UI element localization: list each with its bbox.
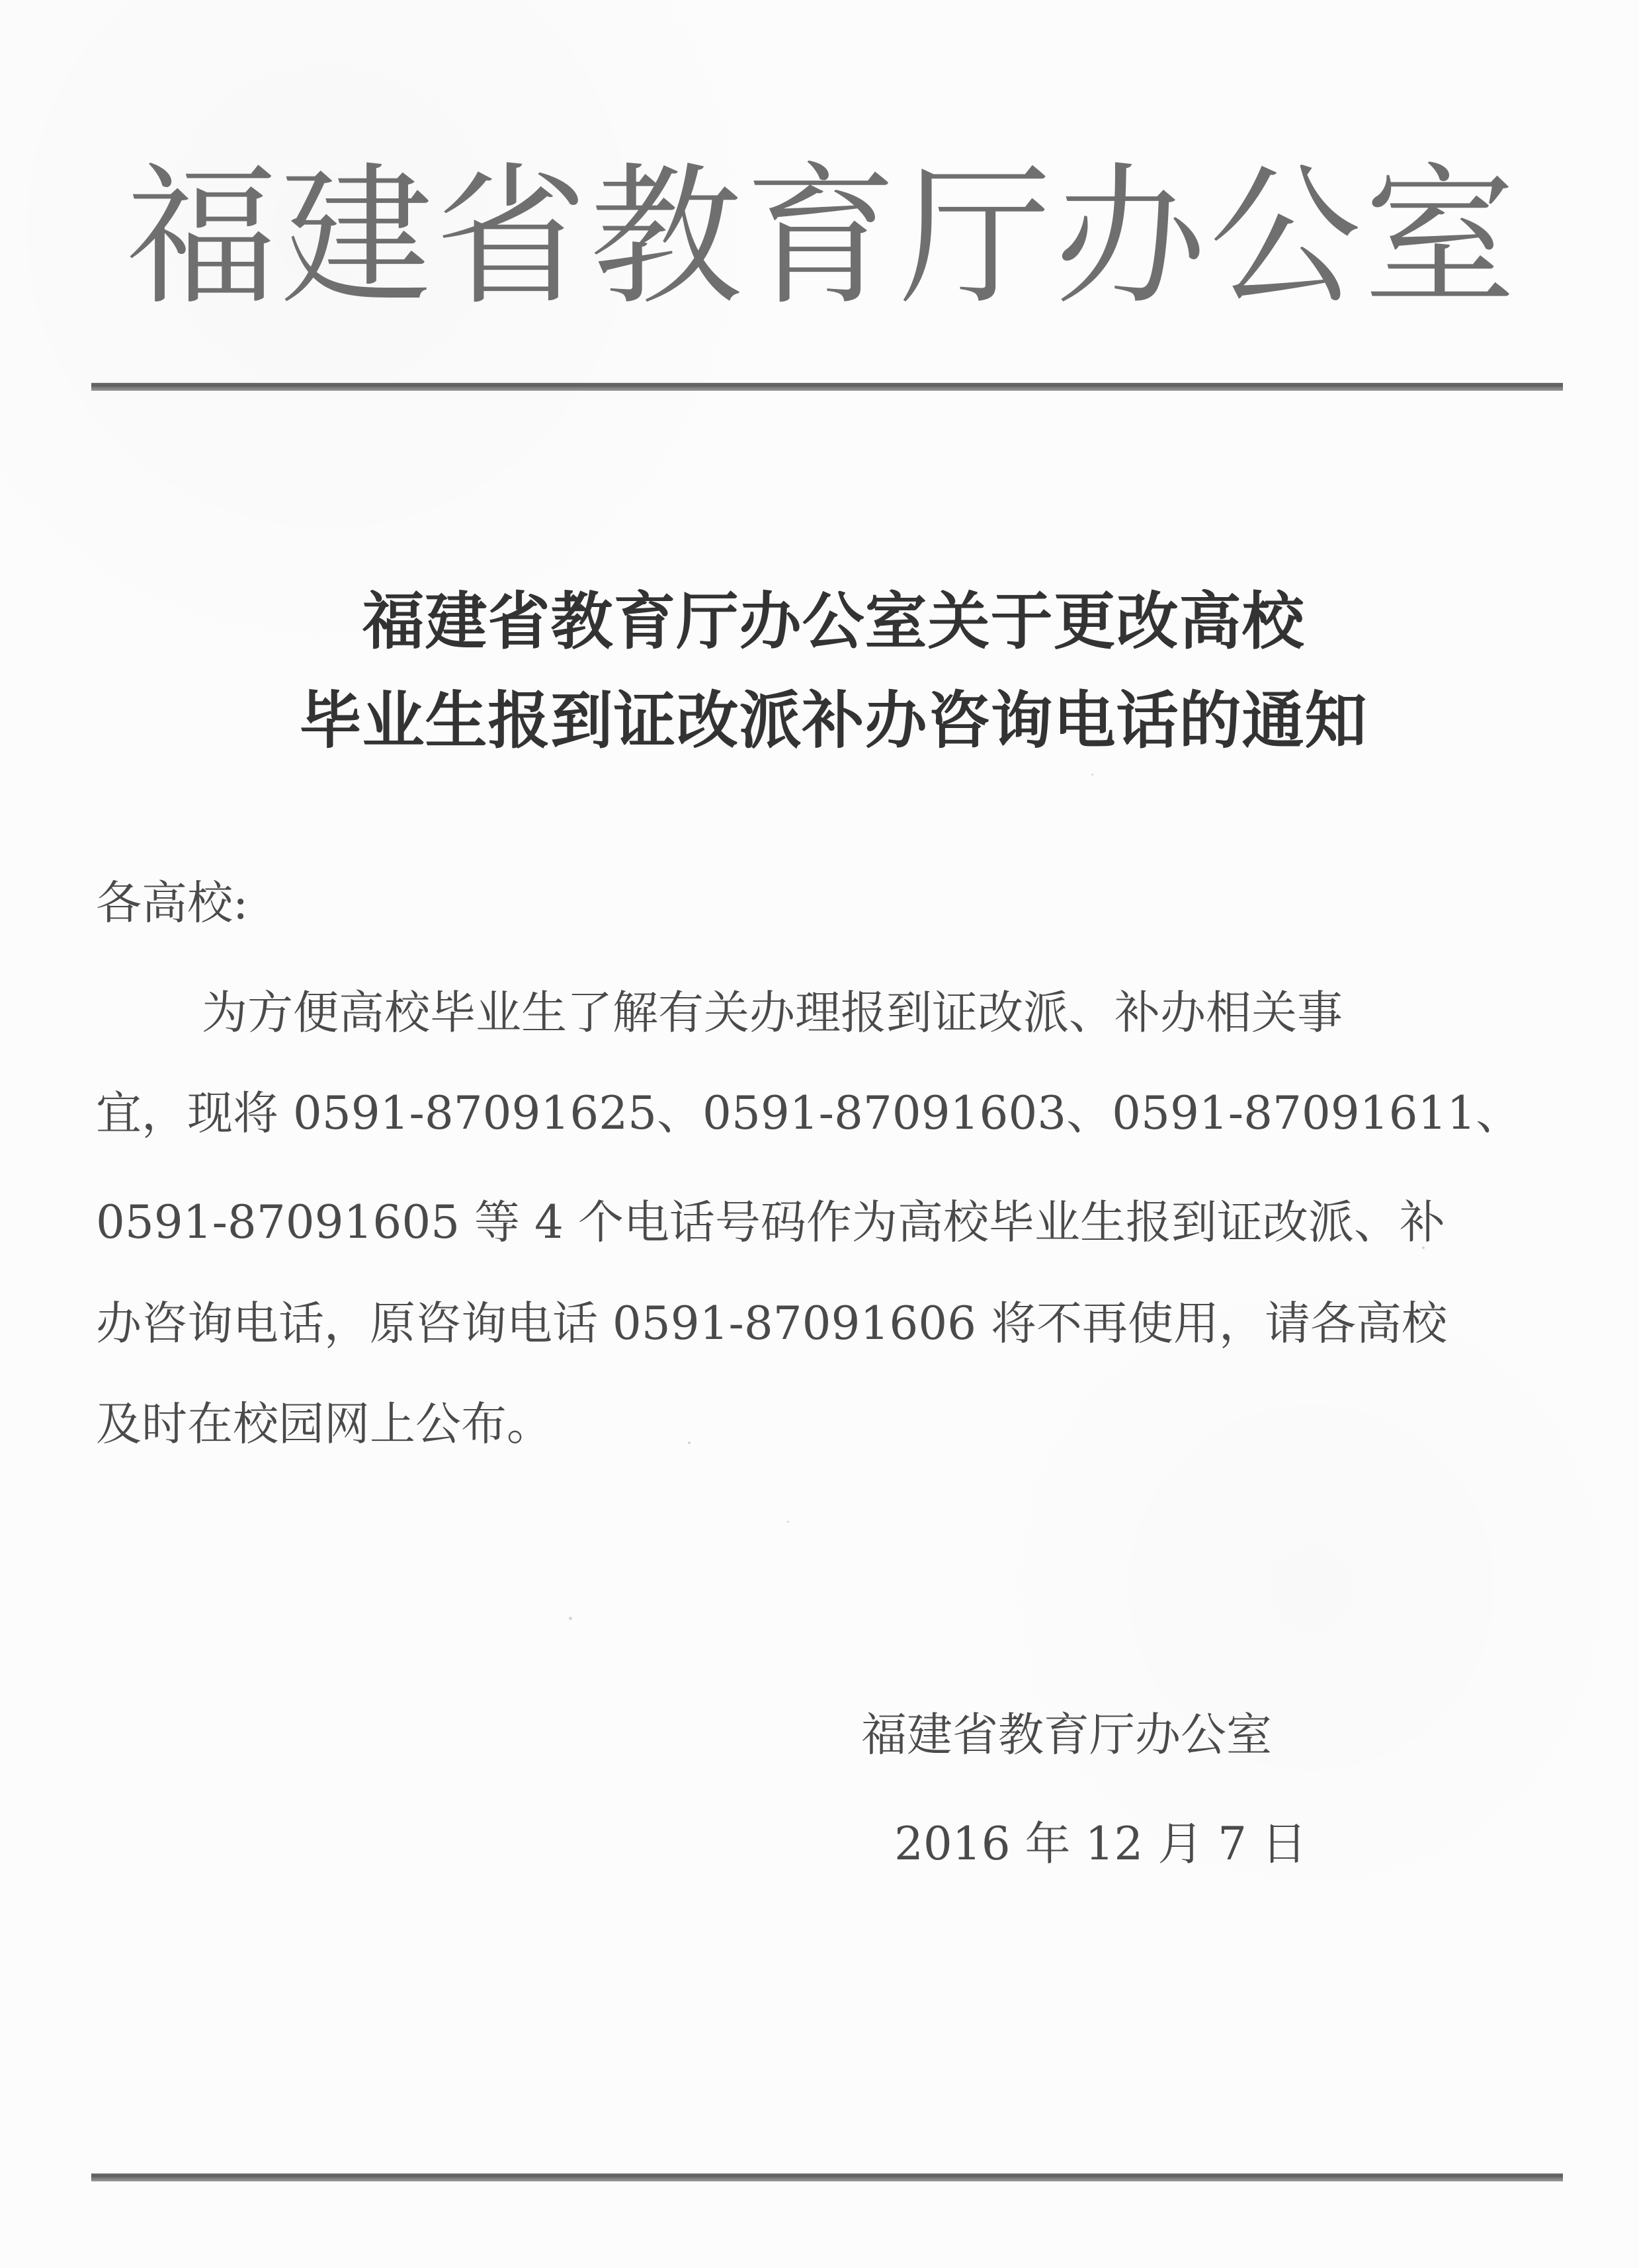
scan-speck [569, 1617, 572, 1620]
bottom-divider [91, 2173, 1563, 2181]
body-line-5: 及时在校园网上公布。 [96, 1398, 552, 1451]
body-line-4: 办咨询电话，原咨询电话 0591-87091606 将不再使用，请各高校 [96, 1297, 1447, 1350]
body-line-2: 宜，现将 0591-87091625、0591-87091603、0591-87091611、 [96, 1087, 1522, 1140]
scan-speck [688, 1441, 691, 1444]
issue-date: 2016 年 12 月 7 日 [894, 1818, 1307, 1871]
scan-speck [1091, 774, 1093, 776]
scan-speck [1422, 1246, 1425, 1249]
top-divider [91, 383, 1563, 391]
notice-title [205, 572, 1462, 770]
signer: 福建省教育厅办公室 [861, 1709, 1272, 1762]
scan-speck [787, 1521, 789, 1523]
notice-title-line-1: 福建省教育厅办公室关于更改高校 [362, 585, 1305, 658]
body-line-3: 0591-87091605 等 4 个电话号码作为高校毕业生报到证改派、补 [96, 1196, 1445, 1249]
masthead-title: 福建省教育厅办公室 [126, 149, 1519, 326]
salutation: 各高校: [96, 877, 249, 930]
body-line-1: 为方便高校毕业生了解有关办理报到证改派、补办相关事 [202, 987, 1343, 1039]
notice-title-line-2: 毕业生报到证改派补办咨询电话的通知 [299, 684, 1368, 757]
